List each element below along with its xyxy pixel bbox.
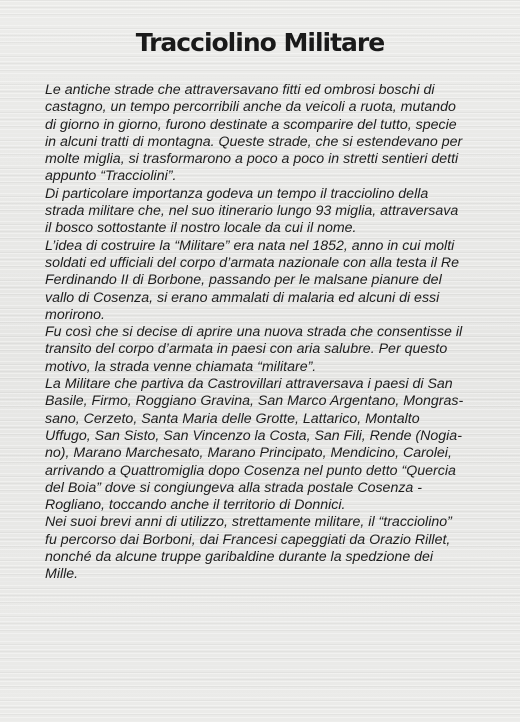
text-line: sano, Cerzeto, Santa Maria delle Grotte, Lattarico, Montalto (45, 410, 420, 427)
text-line: castagno, un tempo percorribili anche da veicoli a ruota, mutando (45, 99, 456, 116)
text-line: Mille. (45, 566, 79, 583)
page-title: Tracciolino Militare (135, 28, 385, 57)
text-line: vallo di Cosenza, si erano ammalati di malaria ed alcuni di essi (45, 289, 440, 306)
text-line: transito del corpo d’armata in paesi con aria salubre. Per questo (45, 341, 448, 358)
history-text (45, 82, 485, 584)
text-line: Le antiche strade che attraversavano fitti ed ombrosi boschi di (45, 82, 435, 98)
text-line: il bosco sottostante il nostro locale da cui il nome. (45, 220, 357, 237)
text-line: no), Marano Marchesato, Marano Principato, Mendicino, Carolei, (45, 445, 452, 462)
text-line: del Boia” dove si congiungeva alla strada postale Cosenza - (45, 479, 422, 496)
text-line: arrivando a Quattromiglia dopo Cosenza nel punto detto “Quercia (45, 462, 456, 479)
text-line: Nei suoi brevi anni di utilizzo, strettamente militare, il “tracciolino” (45, 514, 452, 531)
text-line: Fu così che si decise di aprire una nuova strada che consentisse il (45, 324, 463, 341)
text-line: motivo, la strada venne chiamata “militare”. (45, 358, 317, 375)
text-line: L’idea di costruire la “Militare” era nata nel 1852, anno in cui molti (45, 237, 455, 254)
text-line: morirono. (45, 306, 105, 323)
text-line: La Militare che partiva da Castrovillari attraversava i paesi di San (45, 376, 453, 393)
text-line: in alcuni tratti di montagna. Queste strade, che si estendevano per (45, 133, 463, 150)
text-line: Ferdinando II di Borbone, passando per le malsane pianure del (45, 272, 442, 289)
text-line: Basile, Firmo, Roggiano Gravina, San Marco Argentano, Mongras- (45, 393, 464, 410)
text-line: Uffugo, San Sisto, San Vincenzo la Costa, San Fili, Rende (Nogia- (45, 427, 462, 444)
text-line: Rogliano, toccando anche il territorio di Donnici. (45, 497, 346, 514)
text-line: di giorno in giorno, furono destinate a scomparire del tutto, specie (45, 116, 457, 133)
text-line: molte miglia, si trasformarono a poco a poco in stretti sentieri detti (45, 151, 459, 168)
text-line: strada militare che, nel suo itinerario lungo 93 miglia, attraversava (45, 203, 459, 220)
text-line: nonché da alcune truppe garibaldine durante la spedzione dei (45, 549, 434, 566)
text-line: soldati ed ufficiali del corpo d’armata nazionale con alla testa il Re (45, 254, 460, 271)
text-line: Di particolare importanza godeva un tempo il tracciolino della (45, 185, 429, 202)
text-line: appunto “Tracciolini”. (45, 168, 177, 185)
text-line: fu percorso dai Borboni, dai Francesi capeggiati da Orazio Rillet, (45, 531, 451, 548)
